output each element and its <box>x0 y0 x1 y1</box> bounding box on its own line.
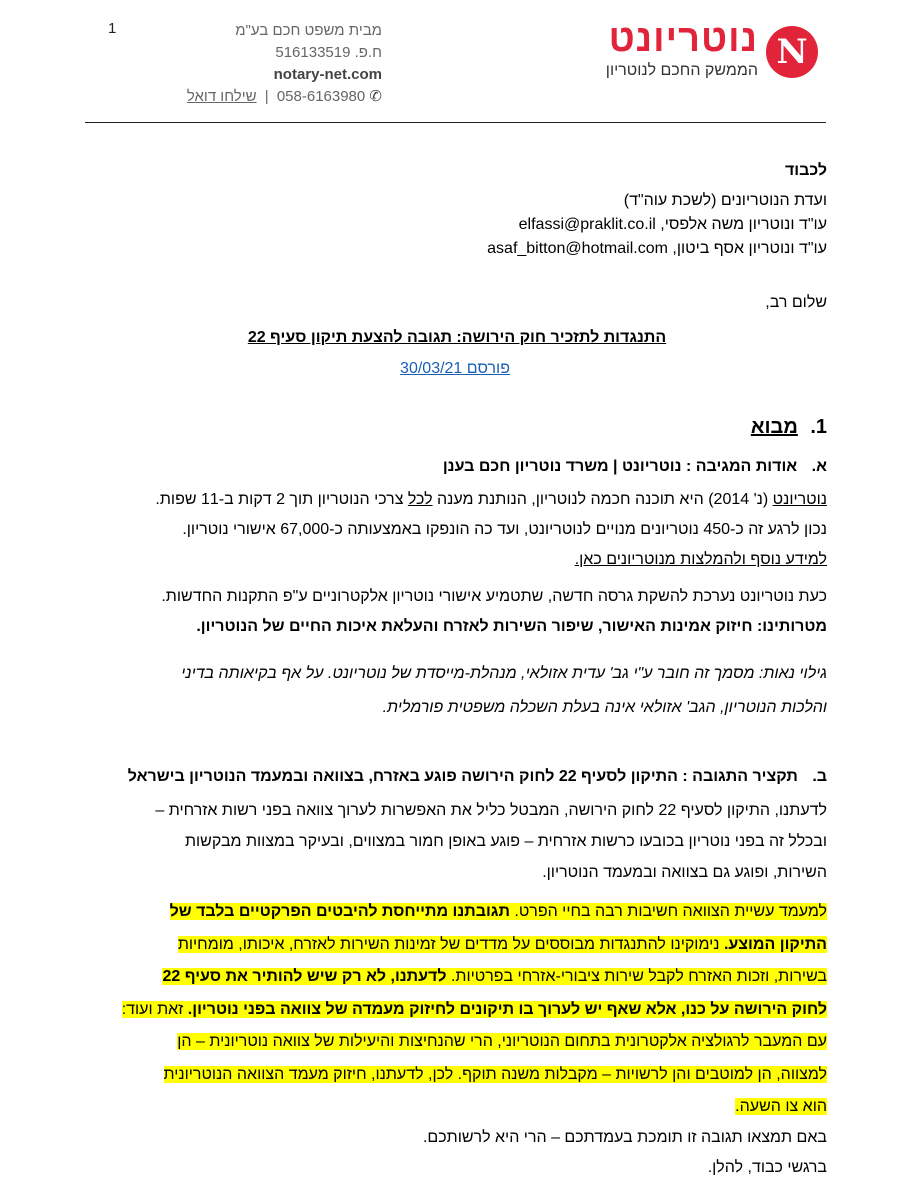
disclosure-paragraph <box>82 657 827 725</box>
section-number: 1. <box>810 416 827 438</box>
goals-label: מטרותינו: <box>752 618 827 635</box>
highlighted-text: למעמד עשיית הצוואה חשיבות רבה בחיי הפרט. <box>509 903 827 920</box>
section-title: מבוא <box>750 416 798 438</box>
logo <box>558 18 818 82</box>
highlighted-line <box>82 961 827 994</box>
summary-line-1: לדעתנו, התיקון לסעיף 22 לחוק הירושה, המבטל כליל את האפשרות לערוך צוואה בפני רשות אזרחית – <box>155 802 827 819</box>
page-number: 1 <box>108 20 117 37</box>
logo-icon: N <box>766 26 818 78</box>
phone-number[interactable]: 058-6163980 <box>276 88 366 105</box>
document-title: התנגדות לתזכיר חוק הירושה: תגובה להצעת תיקון סעיף 22 <box>247 329 667 346</box>
recipient-line-2: עו"ד ונוטריון אסף ביטון, asaf_bitton@hotmail.com <box>487 240 827 257</box>
intro-text-all: לכל <box>407 491 433 508</box>
logo-wordmark: נוטריונט <box>608 18 758 60</box>
highlighted-text: לחוק הירושה על כנו, אלא שאף יש לערוך בו תיקונים לחיזוק מעמדה של צוואה בפני נוטריון. <box>187 1000 827 1018</box>
intro-line-1 <box>82 485 827 515</box>
highlighted-line <box>82 1059 827 1092</box>
firm-details <box>142 20 382 108</box>
intro-text-b: צרכי הנוטריון תוך 2 דקות ב-11 שפות. <box>155 491 408 508</box>
goals-text: חיזוק אמינות האישור, שיפור השירות לאזרח והעלאת איכות החיים של הנוטריון. <box>196 618 753 635</box>
highlighted-text: למצווה, הן למוטבים והן לרשויות – מקבלות משנה תוקף. לכן, לדעתנו, חיזוק מעמד הצוואה הנוטריונית <box>163 1065 827 1083</box>
disclosure-line-1: גילוי נאות: מסמך זה חובר ע"י גב' עדית אזולאי, מנהלת-מייסדת של נוטריונט. על אף בקיאותה בדיני <box>181 665 827 682</box>
summary-line-3: השירות, ופוגע גם בצוואה ובמעמד הנוטריון. <box>542 864 827 881</box>
highlighted-line <box>82 929 827 962</box>
subsection-b-title: תקציר התגובה : התיקון לסעיף 22 לחוק הירושה פוגע באזרח, בצוואה ובמעמד הנוטריון בישראל <box>127 768 798 785</box>
intro-text-a: (נ' 2014) היא תוכנה חכמה לנוטריון, הנותנת מענה <box>432 491 773 508</box>
highlighted-text: זאת ועוד: <box>121 1000 188 1018</box>
highlighted-paragraph <box>82 896 827 1124</box>
highlighted-text: הוא צו השעה. <box>735 1098 827 1115</box>
goals-line <box>82 612 827 642</box>
highlighted-line <box>82 1091 827 1124</box>
contact-line <box>142 86 382 108</box>
summary-paragraph <box>82 795 827 888</box>
highlighted-line <box>82 1026 827 1059</box>
greeting: שלום רב, <box>765 294 827 311</box>
send-mail-link[interactable]: שילחו דואל <box>186 88 257 105</box>
intro-line-2: נכון לרגע זה כ-450 נוטריונים מנויים לנוטריונט, ועד כה הונפקו באמצעותה כ-67,000 אישורי נוטריון. <box>182 521 827 538</box>
summary-line-2: ובכלל זה בפני נוטריון בכובעו כרשות אזרחית – פוגע באופן חמור במצווים, ובעיקר במצוות מבקשות <box>184 833 827 850</box>
phone-icon: ✆ <box>369 88 382 105</box>
highlighted-text: עם המעבר לרגולציה אלקטרונית בתחום הנוטריוני, הרי שהנחיצות והיעילות של צוואה נוטריונית – הן <box>177 1033 827 1050</box>
company-id: ח.פ. 516133519 <box>275 44 382 61</box>
subsection-a-label: א. <box>811 458 827 475</box>
disclosure-line-2: והלכות הנוטריון, הגב' אזולאי אינה בעלת השכלה משפטית פורמלית. <box>382 699 827 716</box>
highlighted-text: תגובתנו מתייחסת להיבטים הפרקטיים בלבד של <box>169 903 510 920</box>
highlighted-line <box>82 896 827 929</box>
recipient-committee: ועדת הנוטריונים (לשכת עוה"ד) <box>623 192 827 209</box>
intro-paragraph <box>82 485 827 642</box>
subsection-a-heading <box>443 456 827 478</box>
to-label: לכבוד <box>784 162 827 179</box>
separator: | <box>264 88 269 105</box>
published-wrap <box>0 358 910 380</box>
highlighted-text: נימוקינו להתנגדות מבוססים על מדדים של זמינות השירות לאזרח, איכותו, מומחיות <box>177 935 724 953</box>
published-date-link[interactable]: פורסם 30/03/21 <box>400 360 510 377</box>
firm-name: מבית משפט חכם בע"מ <box>235 22 382 39</box>
highlighted-text: התיקון המוצע. <box>723 935 827 953</box>
website-link[interactable]: notary-net.com <box>273 66 382 83</box>
section-1-heading <box>751 416 827 439</box>
logo-tagline: הממשק החכם לנוטריון <box>605 62 758 79</box>
highlighted-text: בשירות, וזכות האזרח לקבל שירות ציבורי-אזרחי בפרטיות. <box>446 968 827 985</box>
subsection-b-heading <box>128 766 827 788</box>
header-divider <box>85 122 826 123</box>
notarynet-link[interactable]: נוטריונט <box>772 491 827 508</box>
closing-line-1: באם תמצאו תגובה זו תומכת בעמדתכם – הרי היא לרשותכם. <box>422 1129 827 1146</box>
new-version-line: כעת נוטריונט נערכת להשקת גרסה חדשה, שתטמיע אישורי נוטריון אלקטרוניים ע"פ התקנות החדשות. <box>161 588 827 605</box>
highlighted-text: לדעתנו, לא רק שיש להותיר את סעיף 22 <box>162 968 447 985</box>
closing-line-2: ברגשי כבוד, להלן. <box>707 1159 827 1176</box>
subsection-b-label: ב. <box>812 768 827 785</box>
subsection-a-title: אודות המגיבה : נוטריונט | משרד נוטריון חכם בענן <box>442 458 798 475</box>
more-info-link[interactable]: למידע נוסף ולהמלצות מנוטריונים כאן. <box>574 551 827 568</box>
recipient-line-1: עו"ד ונוטריון משה אלפסי, elfassi@praklit.co.il <box>518 216 827 233</box>
highlighted-line <box>82 994 827 1027</box>
